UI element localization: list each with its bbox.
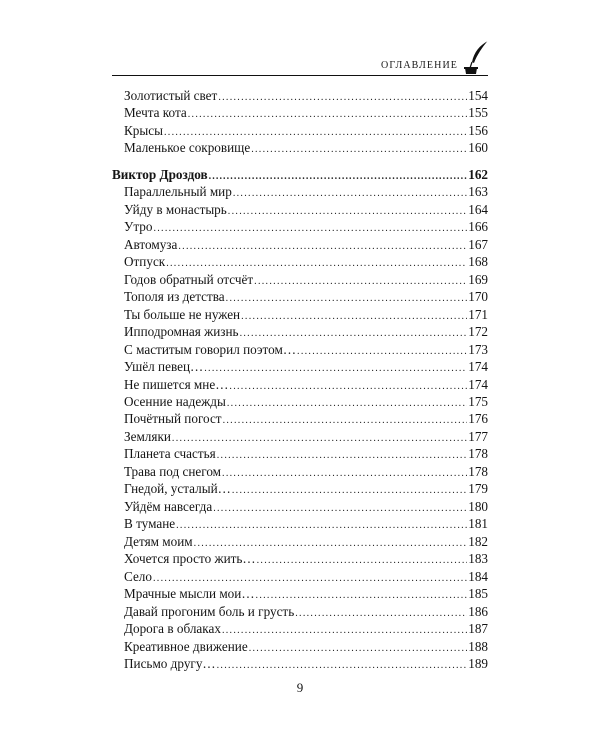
toc-entry-title: Утро (124, 219, 153, 235)
toc-page-number: 168 (468, 254, 488, 270)
toc-page-number: 171 (468, 306, 488, 322)
toc-entry-row (112, 376, 488, 393)
toc-entry-row (112, 122, 488, 139)
toc-entry-row (112, 236, 488, 253)
toc-entry-title: Автомуза (124, 236, 178, 252)
dot-leader (232, 482, 467, 499)
toc-page-number: 172 (468, 324, 488, 340)
toc-page-number: 163 (468, 184, 488, 200)
toc-entry-title: Гнедой, усталый… (124, 481, 231, 497)
toc-page-number: 174 (468, 359, 488, 375)
dot-leader (295, 605, 467, 622)
toc-page-number: 170 (468, 289, 488, 305)
toc-page-number: 164 (468, 201, 488, 217)
toc-entry-title: Ты больше не нужен (124, 306, 241, 322)
toc-entry-row (112, 183, 488, 200)
dot-leader (226, 290, 467, 307)
toc-entry-row (112, 87, 488, 104)
toc-page-number: 166 (468, 219, 488, 235)
toc-entry-row (112, 393, 488, 410)
dot-leader (188, 106, 467, 123)
toc-entry-row (112, 515, 488, 532)
toc-page-number: 185 (468, 586, 488, 602)
toc-entry-row (112, 341, 488, 358)
dot-leader (217, 657, 467, 674)
toc-page-number: 175 (468, 393, 488, 409)
toc-page-number: 160 (468, 140, 488, 156)
dot-leader (213, 500, 467, 517)
dot-leader (209, 168, 467, 185)
toc-page-number: 174 (468, 376, 488, 392)
toc-entry-title: Осенние надежды (124, 393, 226, 409)
toc-entry-title: Не пишется мне… (124, 376, 229, 392)
toc-entry-row (112, 323, 488, 340)
toc-page-number: 178 (468, 446, 488, 462)
table-of-contents (112, 87, 488, 672)
toc-entry-row (112, 568, 488, 585)
dot-leader (223, 412, 467, 429)
running-header (112, 40, 488, 76)
toc-page-number: 156 (468, 122, 488, 138)
toc-entry-row (112, 218, 488, 235)
toc-entry-row (112, 139, 488, 156)
toc-entry-title: С маститым говорил поэтом… (124, 341, 297, 357)
toc-entry-row (112, 655, 488, 672)
toc-page-number: 188 (468, 638, 488, 654)
dot-leader (241, 308, 467, 325)
toc-entry-title: Земляки (124, 428, 171, 444)
quill-inkwell-icon (462, 40, 490, 76)
toc-entry-row (112, 104, 488, 121)
dot-leader (254, 273, 467, 290)
toc-entry-row (112, 428, 488, 445)
dot-leader (251, 141, 467, 158)
header-rule (112, 75, 488, 76)
toc-page-number: 179 (468, 481, 488, 497)
toc-entry-title: Письмо другу… (124, 656, 216, 671)
toc-page-number: 176 (468, 411, 488, 427)
toc-entry-row (112, 271, 488, 288)
toc-entry-title: Крысы (124, 122, 163, 138)
toc-page-number: 169 (468, 271, 488, 287)
toc-entry-title: Уйдём навсегда (124, 498, 213, 514)
toc-entry-row (112, 410, 488, 427)
toc-page-number: 177 (468, 428, 488, 444)
toc-entry-row (112, 620, 488, 637)
toc-entry-title: Детям моим (124, 533, 193, 549)
toc-page-number: 154 (468, 88, 488, 103)
toc-entry-title: Уйду в монастырь (124, 201, 227, 217)
toc-entry-row (112, 603, 488, 620)
toc-entry-row (112, 550, 488, 567)
toc-entry-title: Тополя из детства (124, 289, 225, 305)
dot-leader (228, 203, 467, 220)
toc-page-number: 189 (468, 656, 488, 671)
toc-page-number: 162 (468, 166, 488, 182)
toc-entry-row (112, 201, 488, 218)
toc-page-number: 155 (468, 105, 488, 121)
dot-leader (172, 430, 467, 447)
dot-leader (222, 465, 467, 482)
toc-entry-title: Давай прогоним боль и грусть (124, 603, 295, 619)
toc-page-number: 180 (468, 498, 488, 514)
toc-entry-title: Креативное движение (124, 638, 248, 654)
toc-entry-title: Село (124, 568, 152, 584)
toc-entry-title: Золотистый свет (124, 88, 218, 103)
toc-entry-title: Ушёл певец… (124, 359, 204, 375)
dot-leader (257, 552, 467, 569)
toc-page-number: 167 (468, 236, 488, 252)
toc-entry-row (112, 638, 488, 655)
dot-leader (233, 185, 467, 202)
toc-page-number: 183 (468, 551, 488, 567)
toc-entry-title: Параллельный мир (124, 184, 232, 200)
toc-entry-title: Мечта кота (124, 105, 187, 121)
dot-leader (229, 378, 467, 395)
dot-leader (218, 89, 467, 106)
dot-leader (222, 622, 467, 639)
toc-page-number: 184 (468, 568, 488, 584)
toc-entry-title: Трава под снегом (124, 463, 222, 479)
dot-leader (176, 517, 467, 534)
dot-leader (217, 447, 467, 464)
toc-page-number: 178 (468, 463, 488, 479)
toc-entry-title: Мрачные мысли мои… (124, 586, 255, 602)
toc-page-number: 187 (468, 621, 488, 637)
dot-leader (153, 220, 467, 237)
toc-entry-title: Виктор Дроздов (112, 166, 208, 182)
toc-entry-row (112, 445, 488, 462)
toc-entry-title: Ипподромная жизнь (124, 324, 239, 340)
toc-page-number: 181 (468, 516, 488, 532)
toc-entry-row (112, 533, 488, 550)
toc-entry-row (112, 306, 488, 323)
dot-leader (249, 640, 467, 657)
toc-entry-row (112, 358, 488, 375)
dot-leader (227, 395, 467, 412)
toc-entry-row (112, 288, 488, 305)
toc-author-row (112, 166, 488, 183)
page-number: 9 (296, 680, 304, 695)
running-header-title: ОГЛАВЛЕНИЕ (381, 60, 458, 71)
toc-entry-title: Маленькое сокровище (124, 140, 251, 156)
toc-entry-title: Хочется просто жить… (124, 551, 256, 567)
toc-page-number: 173 (468, 341, 488, 357)
toc-entry-title: Отпуск (124, 254, 166, 270)
toc-entry-title: Планета счастья (124, 446, 216, 462)
toc-entry-row (112, 480, 488, 497)
toc-entry-row (112, 253, 488, 270)
dot-leader (178, 238, 467, 255)
toc-entry-row (112, 498, 488, 515)
toc-page-number: 182 (468, 533, 488, 549)
toc-entry-title: Годов обратный отсчёт (124, 271, 254, 287)
toc-entry-title: Почётный погост (124, 411, 222, 427)
toc-entry-row (112, 585, 488, 602)
toc-entry-row (112, 463, 488, 480)
toc-entry-title: Дорога в облаках (124, 621, 221, 637)
dot-leader (297, 343, 467, 360)
toc-entry-title: В тумане (124, 516, 176, 532)
toc-page-number: 186 (468, 603, 488, 619)
dot-leader (204, 360, 467, 377)
